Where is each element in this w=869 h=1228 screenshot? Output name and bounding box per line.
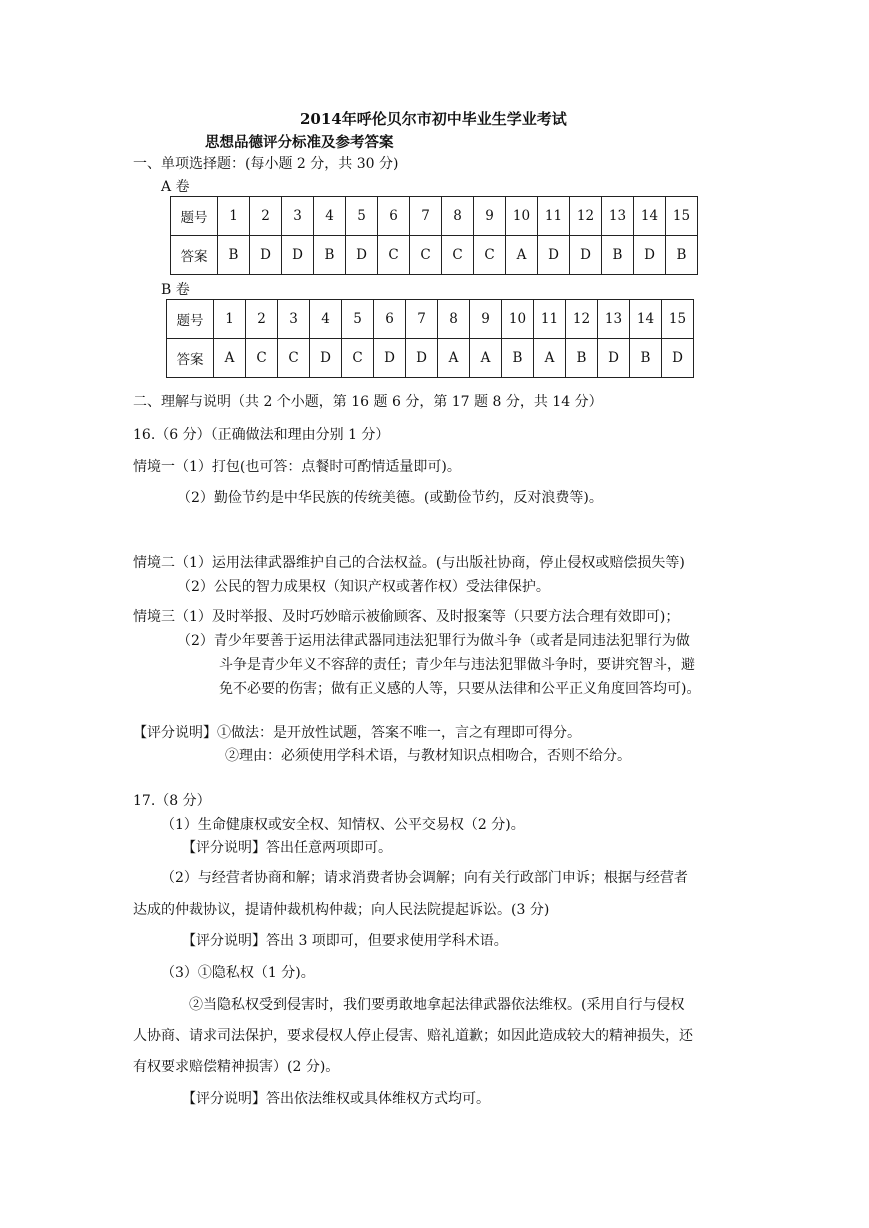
question-number: 3 <box>278 300 310 339</box>
q17-part1: （1）生命健康权或安全权、知情权、公平交易权（2 分)。 <box>161 817 525 833</box>
question-number: 12 <box>566 300 598 339</box>
question-number: 11 <box>534 300 566 339</box>
question-number: 10 <box>502 300 534 339</box>
answer-cell: A <box>438 339 470 378</box>
q16-scenario3-line3: 斗争是青少年义不容辞的责任；青少年与违法犯罪做斗争时，要讲究智斗，避 <box>219 657 695 673</box>
answer-cell: B <box>314 236 346 275</box>
q17-part2-line2: 达成的仲裁协议，提请仲裁机构仲裁；向人民法院提起诉讼。(3 分) <box>133 902 550 918</box>
answer-cell: D <box>346 236 378 275</box>
page-subtitle: 思想品德评分标准及参考答案 <box>205 134 394 151</box>
answer-cell: B <box>566 339 598 378</box>
question-number: 6 <box>378 197 410 236</box>
answer-cell: C <box>410 236 442 275</box>
paper-a-label: A 卷 <box>161 179 190 195</box>
question-number: 2 <box>250 197 282 236</box>
table-row <box>171 197 698 236</box>
q16-scenario3-line4: 免不必要的伤害；做有正义感的人等，只要从法律和公平正义角度回答均可)。 <box>219 681 701 697</box>
q17-part3-line1: （3）①隐私权（1 分)。 <box>161 965 315 981</box>
q16-heading: 16.（6 分）（正确做法和理由分别 1 分） <box>133 427 390 443</box>
row-label: 答案 <box>171 236 218 275</box>
q17-part1-note: 【评分说明】答出任意两项即可。 <box>182 840 392 856</box>
question-number: 7 <box>406 300 438 339</box>
table-row <box>171 236 698 275</box>
question-number: 6 <box>374 300 406 339</box>
row-label: 题号 <box>171 197 218 236</box>
q16-scoring-note-line1: 【评分说明】①做法：是开放性试题，答案不唯一，言之有理即可得分。 <box>133 725 581 741</box>
answer-cell: B <box>630 339 662 378</box>
answer-cell: B <box>666 236 698 275</box>
answer-cell: D <box>662 339 694 378</box>
answer-cell: D <box>570 236 602 275</box>
question-number: 8 <box>438 300 470 339</box>
q16-scenario2-line2: （2）公民的智力成果权（知识产权或著作权）受法律保护。 <box>177 579 550 595</box>
section1-heading: 一、单项选择题：(每小题 2 分，共 30 分) <box>133 156 399 172</box>
q17-part3-line2: ②当隐私权受到侵害时，我们要勇敢地拿起法律武器依法维权。(采用自行与侵权 <box>189 997 685 1013</box>
question-number: 1 <box>218 197 250 236</box>
q17-heading: 17.（8 分） <box>133 793 211 809</box>
question-number: 15 <box>662 300 694 339</box>
table-row <box>167 300 694 339</box>
paper-a-answer-table <box>170 196 698 275</box>
answer-cell: B <box>602 236 634 275</box>
question-number: 15 <box>666 197 698 236</box>
q16-scenario3-line2: （2）青少年要善于运用法律武器同违法犯罪行为做斗争（或者是同违法犯罪行为做 <box>177 633 690 649</box>
answer-cell: A <box>534 339 566 378</box>
question-number: 4 <box>314 197 346 236</box>
answer-cell: D <box>634 236 666 275</box>
q17-part2-note: 【评分说明】答出 3 项即可，但要求使用学科术语。 <box>182 933 508 949</box>
answer-cell: A <box>506 236 538 275</box>
question-number: 9 <box>474 197 506 236</box>
paper-b-label: B 卷 <box>161 282 190 298</box>
question-number: 5 <box>346 197 378 236</box>
paper-b-answer-table <box>166 299 694 378</box>
row-label: 题号 <box>167 300 214 339</box>
answer-cell: D <box>250 236 282 275</box>
answer-cell: C <box>474 236 506 275</box>
q17-part3-note: 【评分说明】答出依法维权或具体维权方式均可。 <box>182 1091 490 1107</box>
row-label: 答案 <box>167 339 214 378</box>
question-number: 4 <box>310 300 342 339</box>
q16-scenario1-line2: （2）勤俭节约是中华民族的传统美德。(或勤俭节约，反对浪费等)。 <box>177 490 603 506</box>
answer-cell: C <box>278 339 310 378</box>
answer-cell: D <box>374 339 406 378</box>
answer-cell: D <box>282 236 314 275</box>
answer-cell: A <box>470 339 502 378</box>
question-number: 14 <box>630 300 662 339</box>
question-number: 14 <box>634 197 666 236</box>
q17-part2-line1: （2）与经营者协商和解；请求消费者协会调解；向有关行政部门申诉；根据与经营者 <box>161 870 688 886</box>
q16-scoring-note-line2: ②理由：必须使用学科术语，与教材知识点相吻合，否则不给分。 <box>225 748 631 764</box>
question-number: 12 <box>570 197 602 236</box>
question-number: 2 <box>246 300 278 339</box>
question-number: 3 <box>282 197 314 236</box>
answer-cell: C <box>246 339 278 378</box>
answer-cell: C <box>342 339 374 378</box>
table-row <box>167 339 694 378</box>
answer-cell: B <box>218 236 250 275</box>
answer-cell: D <box>598 339 630 378</box>
question-number: 11 <box>538 197 570 236</box>
answer-cell: D <box>406 339 438 378</box>
answer-cell: B <box>502 339 534 378</box>
q16-scenario1-line1: 情境一（1）打包(也可答：点餐时可酌情适量即可)。 <box>133 459 461 475</box>
question-number: 13 <box>598 300 630 339</box>
question-number: 5 <box>342 300 374 339</box>
q16-scenario3-line1: 情境三（1）及时举报、及时巧妙暗示被偷顾客、及时报案等（只要方法合理有效即可)； <box>133 609 680 625</box>
question-number: 13 <box>602 197 634 236</box>
answer-cell: C <box>442 236 474 275</box>
answer-cell: D <box>310 339 342 378</box>
answer-cell: D <box>538 236 570 275</box>
question-number: 10 <box>506 197 538 236</box>
question-number: 1 <box>214 300 246 339</box>
page-title: 2014年呼伦贝尔市初中毕业生学业考试 <box>300 110 567 128</box>
question-number: 9 <box>470 300 502 339</box>
q17-part3-line3: 人协商、请求司法保护，要求侵权人停止侵害、赔礼道歉；如因此造成较大的精神损失，还 <box>133 1028 693 1044</box>
answer-cell: A <box>214 339 246 378</box>
section2-heading: 二、理解与说明（共 2 个小题，第 16 题 6 分，第 17 题 8 分，共 14 分） <box>133 394 603 410</box>
q17-part3-line4: 有权要求赔偿精神损害）(2 分)。 <box>133 1059 340 1075</box>
answer-cell: C <box>378 236 410 275</box>
q16-scenario2-line1: 情境二（1）运用法律武器维护自己的合法权益。(与出版社协商，停止侵权或赔偿损失等) <box>133 555 685 571</box>
question-number: 8 <box>442 197 474 236</box>
question-number: 7 <box>410 197 442 236</box>
